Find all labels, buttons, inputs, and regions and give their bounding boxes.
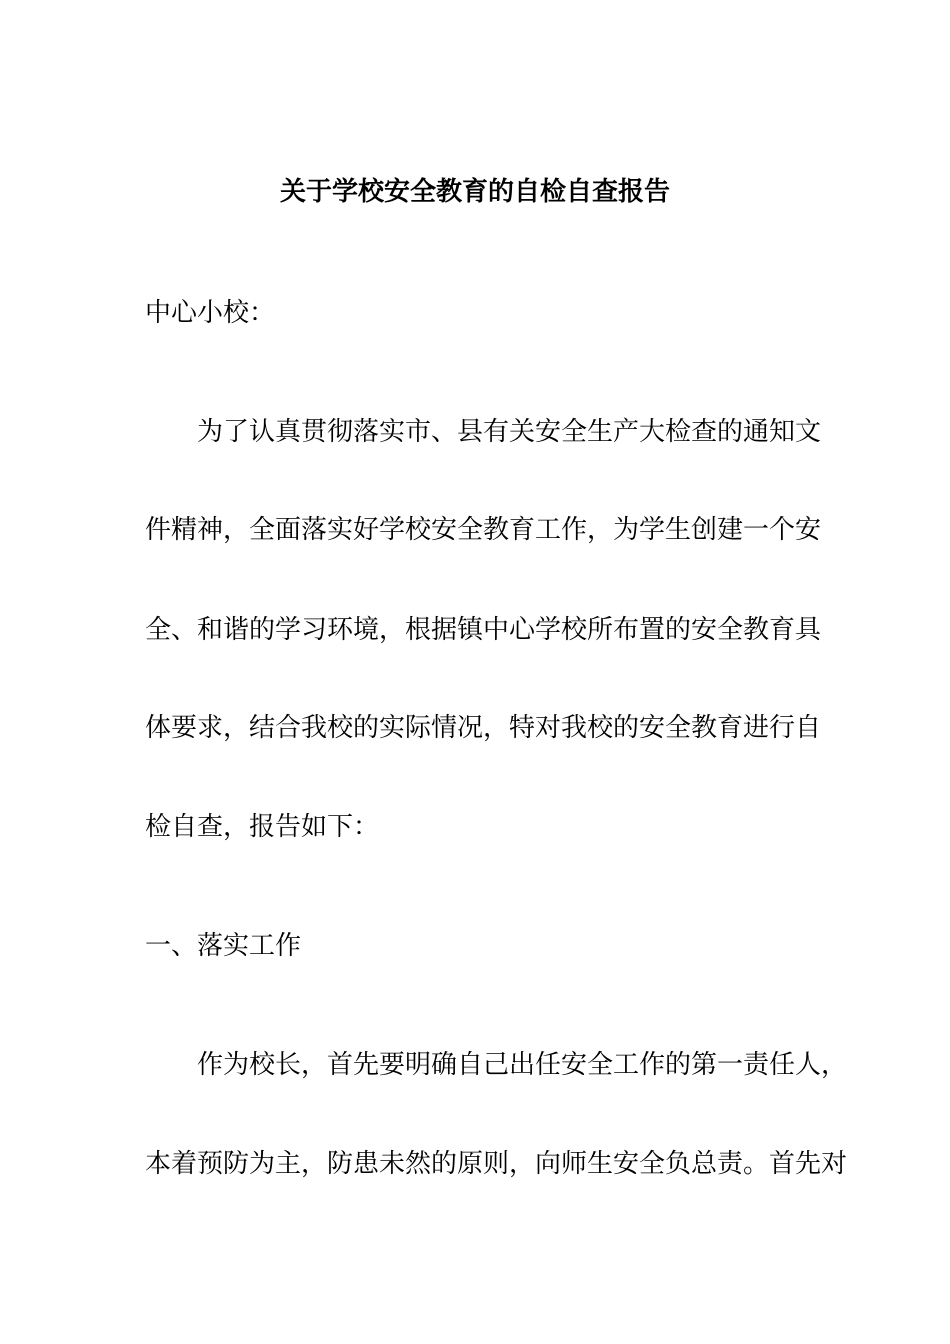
salutation: 中心小校： bbox=[145, 298, 276, 328]
paragraph-2-line-2: 本着预防为主，防患未然的原则，向师生安全负总责。首先对 bbox=[145, 1149, 848, 1179]
section-heading-1: 一、落实工作 bbox=[145, 931, 302, 961]
document-title: 关于学校安全教育的自检自查报告 bbox=[279, 177, 670, 207]
paragraph-1-line-1: 为了认真贯彻落实市、县有关安全生产大检查的通知文 bbox=[197, 417, 822, 447]
paragraph-1-line-3: 全、和谐的学习环境，根据镇中心学校所布置的安全教育具 bbox=[145, 615, 822, 645]
paragraph-1-line-5: 检自查，报告如下： bbox=[145, 812, 380, 842]
paragraph-1-line-4: 体要求，结合我校的实际情况，特对我校的安全教育进行自 bbox=[145, 713, 822, 743]
paragraph-2-line-1: 作为校长，首先要明确自己出任安全工作的第一责任人， bbox=[197, 1050, 848, 1080]
paragraph-1-line-2: 件精神，全面落实好学校安全教育工作，为学生创建一个安 bbox=[145, 515, 822, 545]
